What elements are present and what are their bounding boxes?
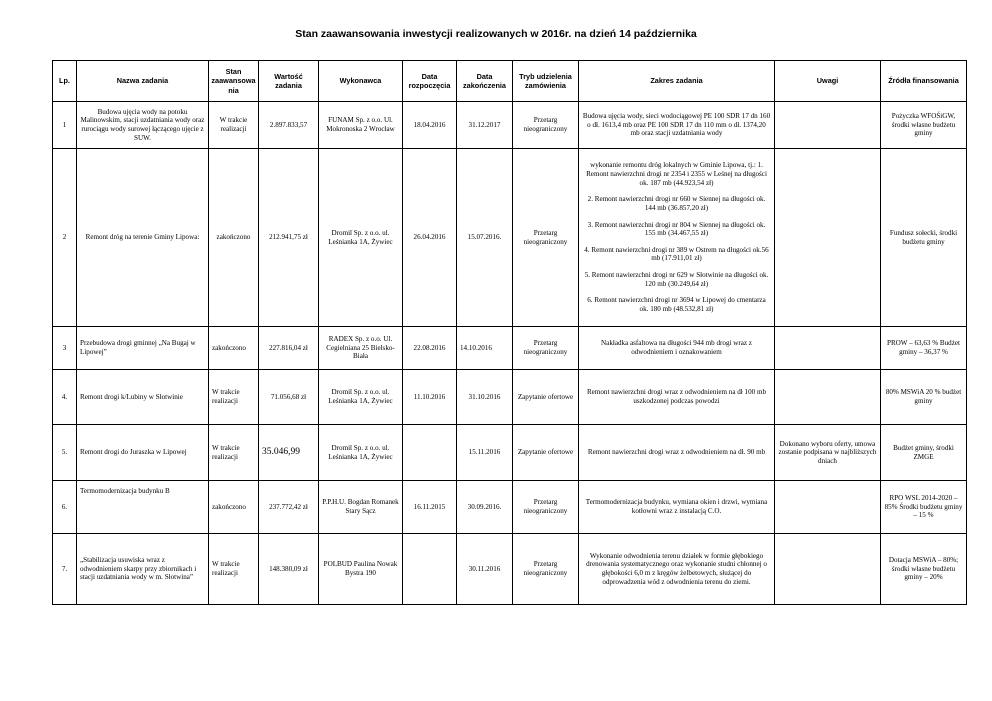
header-value: Wartość zadania <box>259 61 319 102</box>
row-funding: PROW – 63,63 % Budżet gminy – 36,37 % <box>881 327 967 370</box>
row-mode: Przetarg nieograniczony <box>513 102 579 149</box>
row-end: 31.10.2016 <box>457 370 513 425</box>
row-funding: Fundusz sołecki, środki budżetu gminy <box>881 149 967 327</box>
investments-table <box>52 60 967 605</box>
row-name: „Stabilizacja usuwiska wraz z odwodnieniem skarpy przy zbiornikach i stacji uzdatniania wody w m. Słotwina” <box>77 534 209 605</box>
row-mode: Przetarg nieograniczony <box>513 534 579 605</box>
header-notes: Uwagi <box>775 61 881 102</box>
row-lp: 6. <box>53 481 77 534</box>
row-start: 26.04.2016 <box>403 149 457 327</box>
header-end: Data zakończenia <box>457 61 513 102</box>
row-lp: 5. <box>53 425 77 481</box>
row-notes <box>775 481 881 534</box>
row-scope: Termomodernizacja budynku, wymiana okien i drzwi, wymiana kotłowni wraz z instalacją C.O. <box>579 481 775 534</box>
table-row <box>53 425 967 481</box>
row-contractor: Dromil Sp. z o.o. ul. Leśnianka 1A, Żywiec <box>319 149 403 327</box>
row-name: Budowa ujęcia wody na potoku Malinowskim, stacji uzdatniania wody oraz rurociągu wody surowej łączącego ujęcie z SUW. <box>77 102 209 149</box>
table-row <box>53 327 967 370</box>
row-status: zakończono <box>209 327 259 370</box>
row-start <box>403 425 457 481</box>
row-name: Remont drogi do Juraszka w Lipowej <box>77 425 209 481</box>
table-row <box>53 534 967 605</box>
header-contractor: Wykonawca <box>319 61 403 102</box>
row-value: 148.380,09 zł <box>259 534 319 605</box>
row-contractor: POLBUD Paulina Nowak Bystra 190 <box>319 534 403 605</box>
scope-item: wykonanie remontu dróg lokalnych w Gminie Lipowa, tj.: 1. Remont nawierzchni drogi nr 2354 i 2355 w Leśnej na długości ok. 187 mb (44.923,54 zł) <box>586 161 767 187</box>
row-mode: Przetarg nieograniczony <box>513 481 579 534</box>
page-title: Stan zaawansowania inwestycji realizowanych w 2016r. na dzień 14 października <box>295 28 697 40</box>
row-name: Remont drogi k/Lubiny w Słotwinie <box>77 370 209 425</box>
row-mode: Zapytanie ofertowe <box>513 425 579 481</box>
row-value: 71.056,68 zł <box>259 370 319 425</box>
row-name: Remont dróg na terenie Gminy Lipowa: <box>77 149 209 327</box>
table-row <box>53 149 967 327</box>
row-end: 30.11.2016 <box>457 534 513 605</box>
row-status: W trakcie realizacji <box>209 102 259 149</box>
row-status: W trakcie realizacji <box>209 534 259 605</box>
row-end: 30.09.2016. <box>457 481 513 534</box>
table-row <box>53 370 967 425</box>
row-end: 15.07.2016. <box>457 149 513 327</box>
row-notes <box>775 534 881 605</box>
row-contractor: Dromil Sp. z o.o. ul. Leśnianka 1A, Żywiec <box>319 370 403 425</box>
row-value: 2.897.833,57 <box>259 102 319 149</box>
scope-item: 6. Remont nawierzchni drogi nr 3694 w Lipowej do cmentarza ok. 180 mb (48.532,81 zł) <box>587 296 766 314</box>
row-notes <box>775 102 881 149</box>
header-row <box>53 61 967 102</box>
row-end: 14.10.2016 <box>457 327 513 370</box>
row-value: 212.941,75 zł <box>259 149 319 327</box>
row-start: 18.04.2016 <box>403 102 457 149</box>
row-mode: Zapytanie ofertowe <box>513 370 579 425</box>
row-contractor: RADEX Sp. z o.o. Ul. Cegielniana 25 Bielsko-Biała <box>319 327 403 370</box>
table-row <box>53 481 967 534</box>
row-mode: Przetarg nieograniczony <box>513 149 579 327</box>
header-status: Stan zaawansowa nia <box>209 61 259 102</box>
row-lp: 1 <box>53 102 77 149</box>
header-start: Data rozpoczęcia <box>403 61 457 102</box>
row-funding: Budżet gminy, środki ZMGE <box>881 425 967 481</box>
row-start: 16.11.2015 <box>403 481 457 534</box>
row-lp: 2 <box>53 149 77 327</box>
row-name: Przebudowa drogi gminnej „Na Bugaj w Lipowej” <box>77 327 209 370</box>
row-start: 22.08.2016 <box>403 327 457 370</box>
row-contractor: FUNAM Sp. z o.o. Ul. Mokronoska 2 Wrocław <box>319 102 403 149</box>
row-mode: Przetarg nieograniczony <box>513 327 579 370</box>
row-status: zakończono <box>209 481 259 534</box>
row-scope: Wykonanie odwodnienia terenu działek w formie głębokiego drenowania systematycznego oraz wykonanie studni chłonnej o głębokości 6,0 m z kręgów żelbetowych, służącej do odprowadzenia wód z odwodnienia terenu do ziemi. <box>579 534 775 605</box>
row-scope: Nakładka asfaltowa na długości 944 mb drogi wraz z odwodnieniem i oznakowaniem <box>579 327 775 370</box>
header-mode: Tryb udzielenia zamówienia <box>513 61 579 102</box>
row-funding: Pożyczka WFOŚiGW, środki własne budżetu gminy <box>881 102 967 149</box>
row-end: 15.11.2016 <box>457 425 513 481</box>
row-lp: 7. <box>53 534 77 605</box>
row-end: 31.12.2017 <box>457 102 513 149</box>
row-scope: Remont nawierzchni drogi wraz z odwodnieniem na dł 100 mb uszkodzonej podczas powodzi <box>579 370 775 425</box>
row-value: 227.816,04 zł <box>259 327 319 370</box>
scope-item: 3. Remont nawierzchni drogi nr 804 w Siennej na długości ok. 155 mb (34.467,55 zł) <box>587 220 766 238</box>
row-value: 237.772,42 zł <box>259 481 319 534</box>
row-funding: 80% MSWiA 20 % budżet gminy <box>881 370 967 425</box>
scope-item: 5. Remont nawierzchni drogi nr 629 w Słotwinie na długości ok. 120 mb (30.249,64 zł) <box>584 271 769 288</box>
scope-item: 4. Remont nawierzchni drogi nr 389 w Ostrem na długości ok.56 mb (17.911,01 zł) <box>584 245 769 263</box>
row-start <box>403 534 457 605</box>
row-contractor: Dromil Sp. z o.o. ul. Leśnianka 1A, Żywiec <box>319 425 403 481</box>
row-status: zakończono <box>209 149 259 327</box>
row-notes: Dokonano wyboru oferty, umowa zostanie podpisana w najbliższych dniach <box>775 425 881 481</box>
row-scope: Budowa ujęcia wody, sieci wodociągowej PE 100 SDR 17 dn 160 o dł. 1613,4 mb oraz PE 100 SDR 17 dn 110 mm o dł. 1374,20 mb oraz stacji uzdatniania wody <box>579 102 775 149</box>
row-value: 35.046,99 <box>259 425 319 481</box>
row-status: W trakcie realizacji <box>209 425 259 481</box>
row-start: 11.10.2016 <box>403 370 457 425</box>
row-scope <box>579 149 775 327</box>
row-notes <box>775 370 881 425</box>
row-contractor: P.P.H.U. Bogdan Romanek Stary Sącz <box>319 481 403 534</box>
row-lp: 3 <box>53 327 77 370</box>
header-name: Nazwa zadania <box>77 61 209 102</box>
header-funding: Źródła finansowania <box>881 61 967 102</box>
row-name: Termomodernizacja budynku B <box>77 481 209 534</box>
row-lp: 4. <box>53 370 77 425</box>
scope-item: 2. Remont nawierzchni drogi nr 660 w Siennej na długości ok. 144 mb (36.857,20 zł) <box>587 195 766 212</box>
row-funding: Dotacja MSWiA – 80%; środki własne budżetu gminy – 20% <box>881 534 967 605</box>
row-funding: RPO WSL 2014-2020 – 85% Środki budżetu gminy – 15 % <box>881 481 967 534</box>
table-row <box>53 102 967 149</box>
header-scope: Zakres zadania <box>579 61 775 102</box>
header-lp: Lp. <box>53 61 77 102</box>
row-scope: Remont nawierzchni drogi wraz z odwodnieniem na dł. 90 mb <box>579 425 775 481</box>
row-notes <box>775 327 881 370</box>
row-status: W trakcie realizacji <box>209 370 259 425</box>
row-notes <box>775 149 881 327</box>
